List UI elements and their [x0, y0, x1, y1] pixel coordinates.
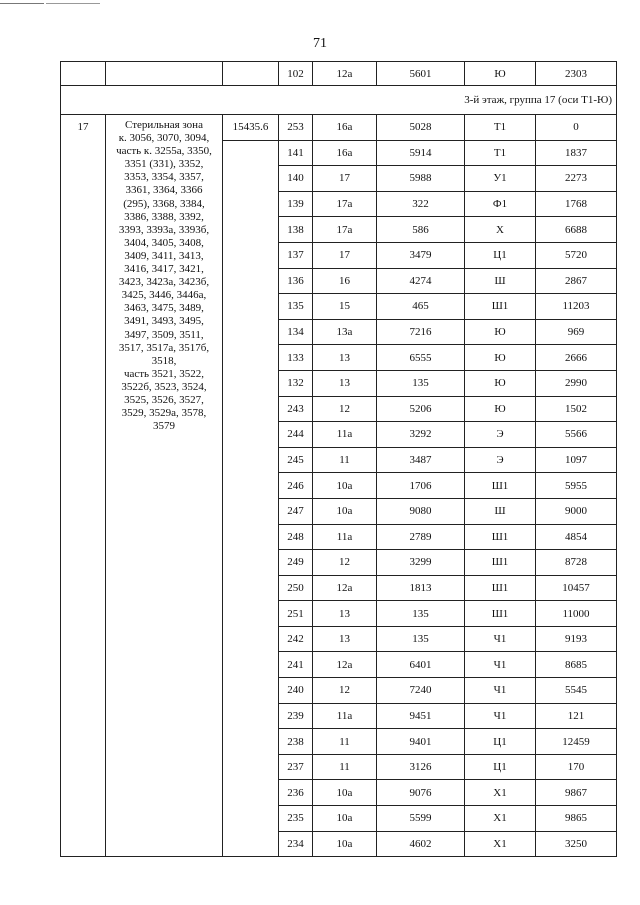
cell-point: 235: [279, 806, 313, 832]
cell-point: 241: [279, 652, 313, 678]
zone-line: 3416, 3417, 3421,: [124, 263, 204, 276]
cell-offset: 5720: [536, 242, 617, 268]
zone-line: 3425, 3446, 3446а,: [121, 289, 207, 302]
cell-offset: 969: [536, 319, 617, 345]
cell-axis-letter: Ю: [465, 396, 536, 422]
cell-offset: 0: [536, 115, 617, 141]
zone-line: Стерильная зона: [125, 119, 203, 131]
zone-line: часть 3521, 3522,: [123, 367, 205, 380]
cell-distance: 9401: [377, 729, 465, 755]
cell-axis-letter: Т1: [465, 140, 536, 166]
cell-point: 240: [279, 678, 313, 704]
cell-axis-letter: Х1: [465, 831, 536, 857]
cell-distance: 4274: [377, 268, 465, 294]
cell-axis-letter: Ш: [465, 498, 536, 524]
zone-line: 3423, 3423а, 3423б,: [118, 276, 210, 289]
cell-offset: 11000: [536, 601, 617, 627]
cell-offset: 170: [536, 754, 617, 780]
cell-axis-num: 12: [313, 396, 377, 422]
cell-distance: 5988: [377, 166, 465, 192]
cell-axis-num: 17а: [313, 191, 377, 217]
cell-point: 138: [279, 217, 313, 243]
cell-axis-num: 15: [313, 294, 377, 320]
cell-axis-num: 11: [313, 754, 377, 780]
cell-point: 140: [279, 166, 313, 192]
cell-distance: 3479: [377, 242, 465, 268]
cell-axis-num: 10а: [313, 806, 377, 832]
cell-offset: 2273: [536, 166, 617, 192]
cell-offset: 8685: [536, 652, 617, 678]
cell-distance: 1706: [377, 473, 465, 499]
zone-line: 3491, 3493, 3495,: [124, 315, 204, 328]
cell-axis-num: 17: [313, 242, 377, 268]
cell-point: 236: [279, 780, 313, 806]
cell-axis-letter: Ц1: [465, 242, 536, 268]
cell-offset: 9865: [536, 806, 617, 832]
cell-distance: 5206: [377, 396, 465, 422]
cell-axis-letter: Ю: [465, 62, 536, 86]
zone-line: 3579: [153, 420, 175, 433]
cell-distance: 9451: [377, 703, 465, 729]
cell-distance: 3299: [377, 550, 465, 576]
cell-point: 247: [279, 498, 313, 524]
cell-point: 249: [279, 550, 313, 576]
cell-distance: 9076: [377, 780, 465, 806]
zone-line: к. 3056, 3070, 3094,: [118, 132, 210, 145]
cell-offset: 5566: [536, 422, 617, 448]
cell-offset: 1837: [536, 140, 617, 166]
cell-point: 245: [279, 447, 313, 473]
cell-distance: 135: [377, 626, 465, 652]
cell-axis-num: 10а: [313, 473, 377, 499]
cell-point: 244: [279, 422, 313, 448]
cell-point: 102: [279, 62, 313, 86]
cell-axis-num: 11а: [313, 703, 377, 729]
cell-point: 242: [279, 626, 313, 652]
cell-point: 141: [279, 140, 313, 166]
cell-axis-num: 11: [313, 729, 377, 755]
cell-axis-letter: Ш: [465, 268, 536, 294]
cell-offset: 2666: [536, 345, 617, 371]
cell-axis-letter: Ю: [465, 370, 536, 396]
cell-distance: 6401: [377, 652, 465, 678]
cell-axis-num: 17: [313, 166, 377, 192]
cell-distance: 5028: [377, 115, 465, 141]
cell-axis-num: 10а: [313, 831, 377, 857]
table-row: [61, 115, 617, 141]
zone-line: 3497, 3509, 3511,: [124, 328, 204, 341]
cell-distance: 322: [377, 191, 465, 217]
cell-axis-letter: У1: [465, 166, 536, 192]
cell-axis-num: 12а: [313, 575, 377, 601]
cell-distance: 7216: [377, 319, 465, 345]
cell-axis-num: 12а: [313, 62, 377, 86]
cell-axis-letter: Ш1: [465, 601, 536, 627]
cell-offset: 1097: [536, 447, 617, 473]
cell-axis-letter: Ш1: [465, 294, 536, 320]
cell-offset: 2867: [536, 268, 617, 294]
cell-point: 253: [279, 115, 313, 141]
cell-point: 132: [279, 370, 313, 396]
cell-offset: 1502: [536, 396, 617, 422]
cell-distance: 2789: [377, 524, 465, 550]
cell-axis-num: 16: [313, 268, 377, 294]
zone-line: (295), 3368, 3384,: [123, 197, 205, 210]
cell-axis-letter: Ш1: [465, 550, 536, 576]
zone-line: 3386, 3388, 3392,: [124, 210, 204, 223]
cell-axis-num: 11а: [313, 524, 377, 550]
cell-distance: 3487: [377, 447, 465, 473]
cell-axis-letter: Ш1: [465, 524, 536, 550]
cell-distance: 9080: [377, 498, 465, 524]
cell-point: 243: [279, 396, 313, 422]
cell-point: 135: [279, 294, 313, 320]
cell-axis-letter: Х1: [465, 806, 536, 832]
cell-offset: 121: [536, 703, 617, 729]
cell-offset: 9867: [536, 780, 617, 806]
cell-point: 251: [279, 601, 313, 627]
zone-line: 3361, 3364, 3366: [125, 184, 203, 197]
cell-axis-num: 16а: [313, 115, 377, 141]
coordinates-table: [60, 61, 617, 857]
scan-mark: [46, 3, 100, 4]
section-title: 3-й этаж, группа 17 (оси Т1-Ю): [61, 86, 617, 115]
cell-axis-letter: Ц1: [465, 754, 536, 780]
cell-axis-letter: Ч1: [465, 652, 536, 678]
cell-distance: 586: [377, 217, 465, 243]
cell-offset: 11203: [536, 294, 617, 320]
cell-axis-num: 17а: [313, 217, 377, 243]
cell-offset: 6688: [536, 217, 617, 243]
cell-point: 134: [279, 319, 313, 345]
cell-offset: 9193: [536, 626, 617, 652]
cell-axis-num: 10а: [313, 498, 377, 524]
zone-line: 3404, 3405, 3408,: [124, 236, 204, 249]
zone-line: 3522б, 3523, 3524,: [121, 380, 207, 393]
cell-axis-letter: Ц1: [465, 729, 536, 755]
cell-area: [223, 62, 279, 86]
cell-axis-letter: Х: [465, 217, 536, 243]
cell-distance: 5599: [377, 806, 465, 832]
cell-distance: 7240: [377, 678, 465, 704]
cell-axis-letter: Ш1: [465, 575, 536, 601]
cell-distance: 5914: [377, 140, 465, 166]
zone-line: 3518,: [151, 354, 177, 367]
cell-group: 17: [61, 115, 106, 857]
cell-distance: 135: [377, 601, 465, 627]
cell-axis-num: 12: [313, 678, 377, 704]
cell-point: 250: [279, 575, 313, 601]
cell-offset: 1768: [536, 191, 617, 217]
cell-point: 139: [279, 191, 313, 217]
cell-axis-num: 16а: [313, 140, 377, 166]
cell-axis-letter: Х1: [465, 780, 536, 806]
cell-axis-num: 13а: [313, 319, 377, 345]
table-row: [61, 62, 617, 86]
cell-point: 234: [279, 831, 313, 857]
cell-distance: 3292: [377, 422, 465, 448]
cell-offset: 2990: [536, 370, 617, 396]
cell-offset: 5955: [536, 473, 617, 499]
cell-area: 15435.6: [223, 115, 279, 141]
zone-line: 3409, 3411, 3413,: [124, 249, 204, 262]
cell-point: 137: [279, 242, 313, 268]
zone-line: 3351 (331), 3352,: [124, 158, 204, 171]
cell-axis-letter: Т1: [465, 115, 536, 141]
zone-line: 3353, 3354, 3357,: [124, 171, 204, 184]
cell-point: 136: [279, 268, 313, 294]
cell-offset: 3250: [536, 831, 617, 857]
cell-axis-num: 13: [313, 626, 377, 652]
zone-line: 3463, 3475, 3489,: [124, 302, 204, 315]
cell-distance: 5601: [377, 62, 465, 86]
cell-point: 237: [279, 754, 313, 780]
cell-axis-letter: Ф1: [465, 191, 536, 217]
cell-axis-num: 11а: [313, 422, 377, 448]
cell-axis-num: 13: [313, 601, 377, 627]
cell-zone: [106, 62, 223, 86]
page-number: 71: [313, 36, 327, 51]
zone-line: 3393, 3393а, 3393б,: [118, 223, 210, 236]
cell-offset: 4854: [536, 524, 617, 550]
cell-axis-num: 12а: [313, 652, 377, 678]
zone-line: 3529, 3529а, 3578,: [121, 407, 207, 420]
zone-line: часть к. 3255а, 3350,: [116, 145, 212, 158]
cell-axis-letter: Ч1: [465, 703, 536, 729]
cell-axis-num: 13: [313, 370, 377, 396]
cell-zone: [106, 115, 223, 857]
cell-group: [61, 62, 106, 86]
zone-line: 3517, 3517а, 3517б,: [118, 341, 210, 354]
cell-distance: 1813: [377, 575, 465, 601]
section-header-row: [61, 86, 617, 115]
cell-point: 133: [279, 345, 313, 371]
zone-line: 3525, 3526, 3527,: [124, 393, 204, 406]
cell-distance: 6555: [377, 345, 465, 371]
cell-offset: 9000: [536, 498, 617, 524]
cell-distance: 135: [377, 370, 465, 396]
cell-distance: 4602: [377, 831, 465, 857]
cell-axis-num: 11: [313, 447, 377, 473]
scan-mark: [0, 3, 44, 4]
cell-distance: 465: [377, 294, 465, 320]
cell-offset: 12459: [536, 729, 617, 755]
cell-offset: 2303: [536, 62, 617, 86]
cell-point: 238: [279, 729, 313, 755]
cell-axis-letter: Ч1: [465, 626, 536, 652]
cell-axis-num: 12: [313, 550, 377, 576]
cell-offset: 10457: [536, 575, 617, 601]
cell-point: 239: [279, 703, 313, 729]
cell-point: 246: [279, 473, 313, 499]
cell-axis-letter: Э: [465, 422, 536, 448]
cell-offset: 8728: [536, 550, 617, 576]
cell-offset: 5545: [536, 678, 617, 704]
cell-distance: 3126: [377, 754, 465, 780]
cell-axis-num: 10а: [313, 780, 377, 806]
cell-axis-letter: Ю: [465, 319, 536, 345]
cell-axis-letter: Ч1: [465, 678, 536, 704]
cell-point: 248: [279, 524, 313, 550]
cell-axis-num: 13: [313, 345, 377, 371]
cell-axis-letter: Ю: [465, 345, 536, 371]
cell-axis-letter: Ш1: [465, 473, 536, 499]
cell-area-empty: [223, 140, 279, 857]
cell-axis-letter: Э: [465, 447, 536, 473]
